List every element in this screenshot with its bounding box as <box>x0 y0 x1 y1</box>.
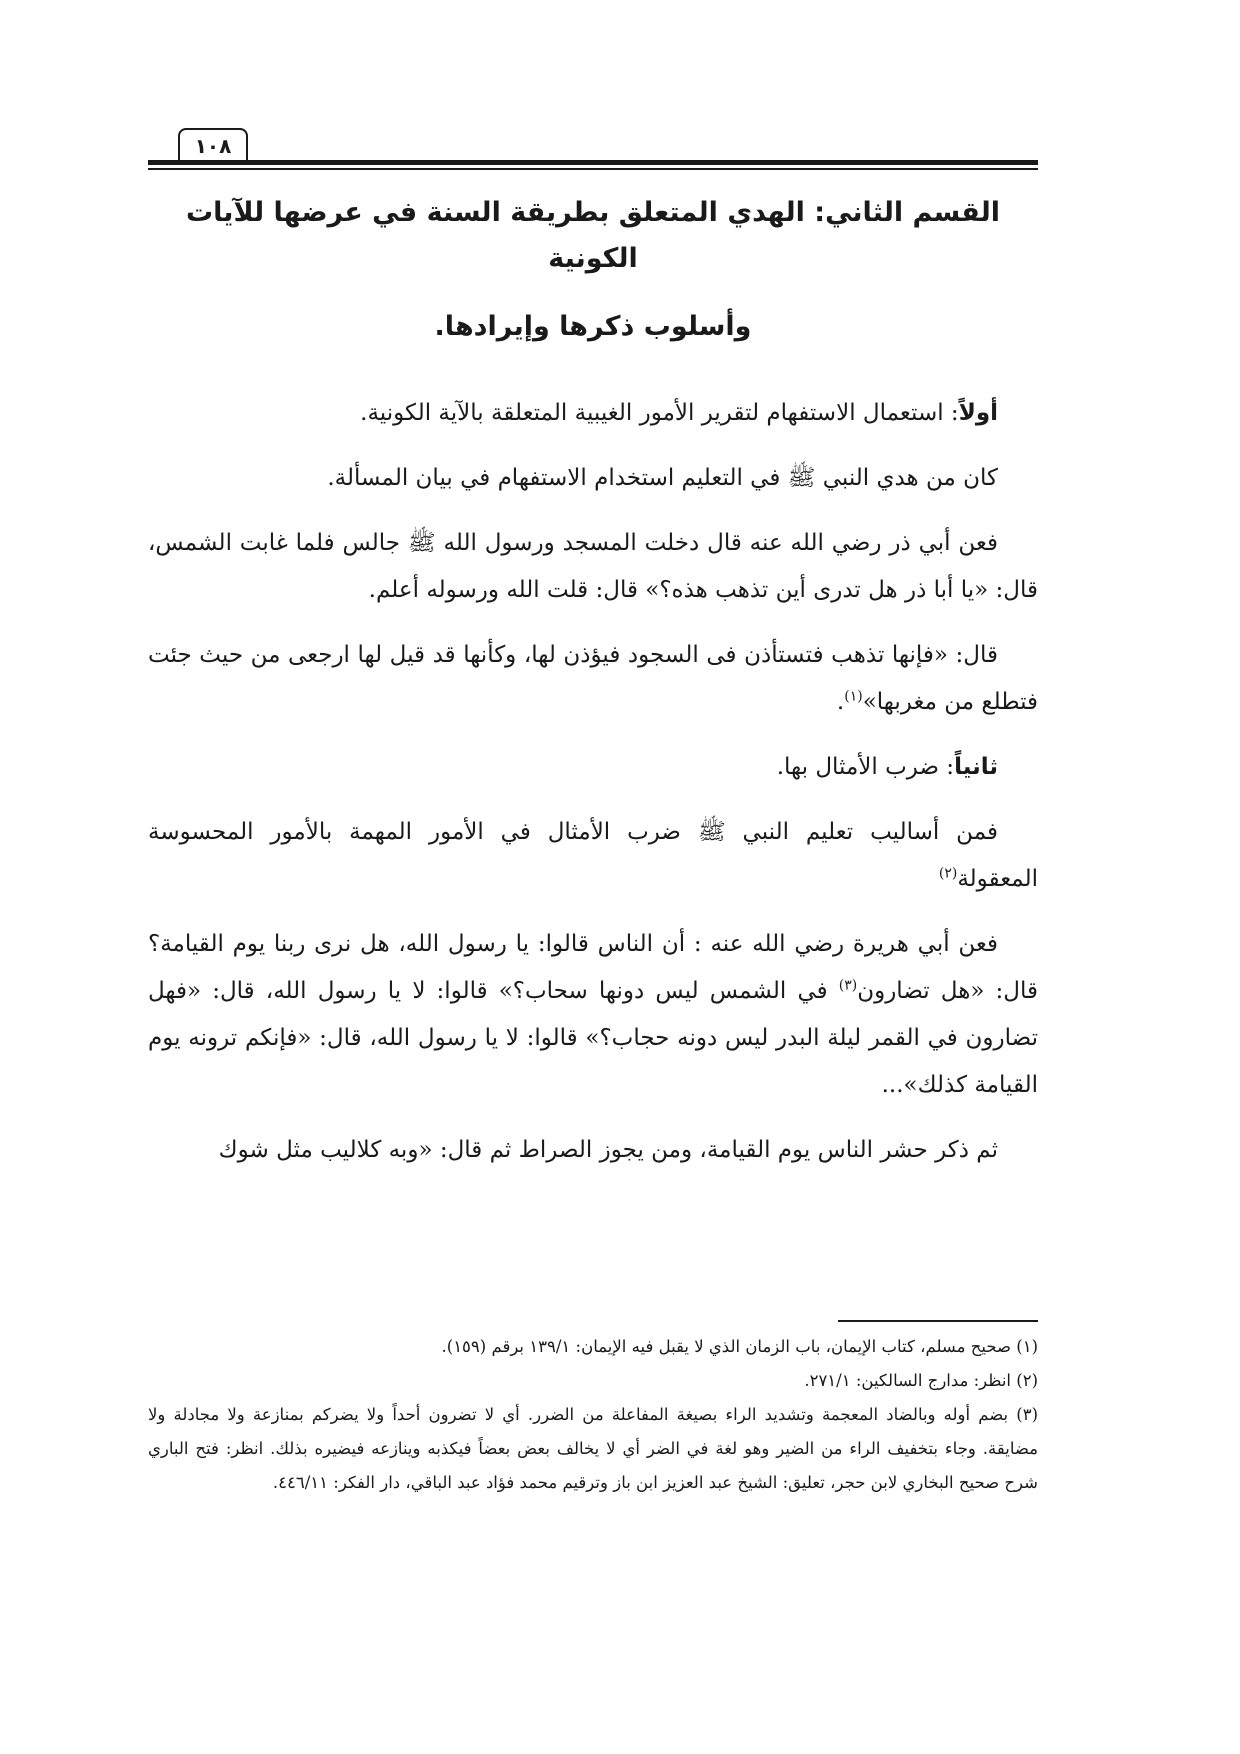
paragraph-4 <box>148 809 1038 903</box>
paragraph-5-part2: في الشمس ليس دونها سحاب؟» قالوا: لا يا رسول الله، قال: «فهل تضارون في القمر ليلة البدر ليس دونه حجاب؟» قالوا: لا يا رسول الله، قال: «فإنكم ترونه يوم القيامة كذلك»... <box>148 978 1038 1098</box>
paragraph-2: فعن أبي ذر رضي الله عنه قال دخلت المسجد ورسول الله ﷺ جالس فلما غابت الشمس، قال: «يا أبا ذر هل تدرى أين تذهب هذه؟» قال: قلت الله ورسوله أعلم. <box>148 530 1038 603</box>
subheading-first-label: أولاً <box>958 400 998 426</box>
paragraph-5-part1: فعن أبي هريرة رضي الله عنه : أن الناس قالوا: يا رسول الله، هل نرى ربنا يوم القيامة؟ قال: «هل تضارون <box>148 931 1038 1004</box>
footnote-2: (٢) انظر: مدارج السالكين: ٢٧١/١. <box>804 1371 1038 1390</box>
subheading-second-label: ثانياً <box>954 754 998 780</box>
page-number: ١٠٨ <box>178 128 248 160</box>
subheading-first <box>148 390 1038 437</box>
footnote-separator <box>838 1320 1038 1322</box>
footnote-1: (١) صحيح مسلم، كتاب الإيمان، باب الزمان الذي لا يقبل فيه الإيمان: ١٣٩/١ برقم (١٥٩). <box>441 1337 1038 1356</box>
paragraph-4-text: فمن أساليب تعليم النبي ﷺ ضرب الأمثال في الأمور المهمة بالأمور المحسوسة المعقولة <box>148 819 1038 892</box>
main-content <box>148 190 1038 1174</box>
paragraph-6: ثم ذكر حشر الناس يوم القيامة، ومن يجوز الصراط ثم قال: «وبه كلاليب مثل شوك <box>218 1137 998 1163</box>
section-title-line1: القسم الثاني: الهدي المتعلق بطريقة السنة في عرضها للآيات الكونية <box>186 197 1000 274</box>
footnote-ref-3: (٣) <box>838 977 858 994</box>
paragraph-1: كان من هدي النبي ﷺ في التعليم استخدام الاستفهام في بيان المسألة. <box>327 465 998 491</box>
footnote-ref-2: (٢) <box>938 865 958 882</box>
footnotes <box>148 1330 1038 1500</box>
paragraph-3-text: قال: «فإنها تذهب فتستأذن فى السجود فيؤذن لها، وكأنها قد قيل لها ارجعى من حيث جئت فتطلع من مغربها» <box>148 642 1038 715</box>
subheading-second-text: : ضرب الأمثال بها. <box>776 754 955 780</box>
paragraph-3-end: . <box>836 689 845 715</box>
paragraph-5 <box>148 921 1038 1109</box>
footnote-ref-1: (١) <box>844 688 863 705</box>
subheading-second <box>148 744 1038 791</box>
footnote-3: (٣) بضم أوله وبالضاد المعجمة وتشديد الراء بصيغة المفاعلة من الضرر. أي لا تضرون أحداً ولا يضركم بمنازعة ولا مجادلة ولا مضايقة. وجاء بتخفيف الراء من الضير وهو لغة في الضر أي لا يخالف بعض بعضاً فيكذبه وينازعه فيضيره بذلك. انظر: فتح الباري شرح صحيح البخاري لابن حجر، تعليق: الشيخ عبد العزيز ابن باز وترقيم محمد فؤاد عبد الباقي، دار الفكر: ٤٤٦/١١. <box>148 1405 1038 1492</box>
subheading-first-text: : استعمال الاستفهام لتقرير الأمور الغيبية المتعلقة بالآية الكونية. <box>360 400 959 426</box>
header-rule-thick <box>148 160 1038 165</box>
page-header <box>148 128 1038 168</box>
paragraph-3 <box>148 632 1038 726</box>
section-title-line2: وأسلوب ذكرها وإيرادها. <box>434 311 752 342</box>
header-rule-thin <box>148 168 1038 170</box>
